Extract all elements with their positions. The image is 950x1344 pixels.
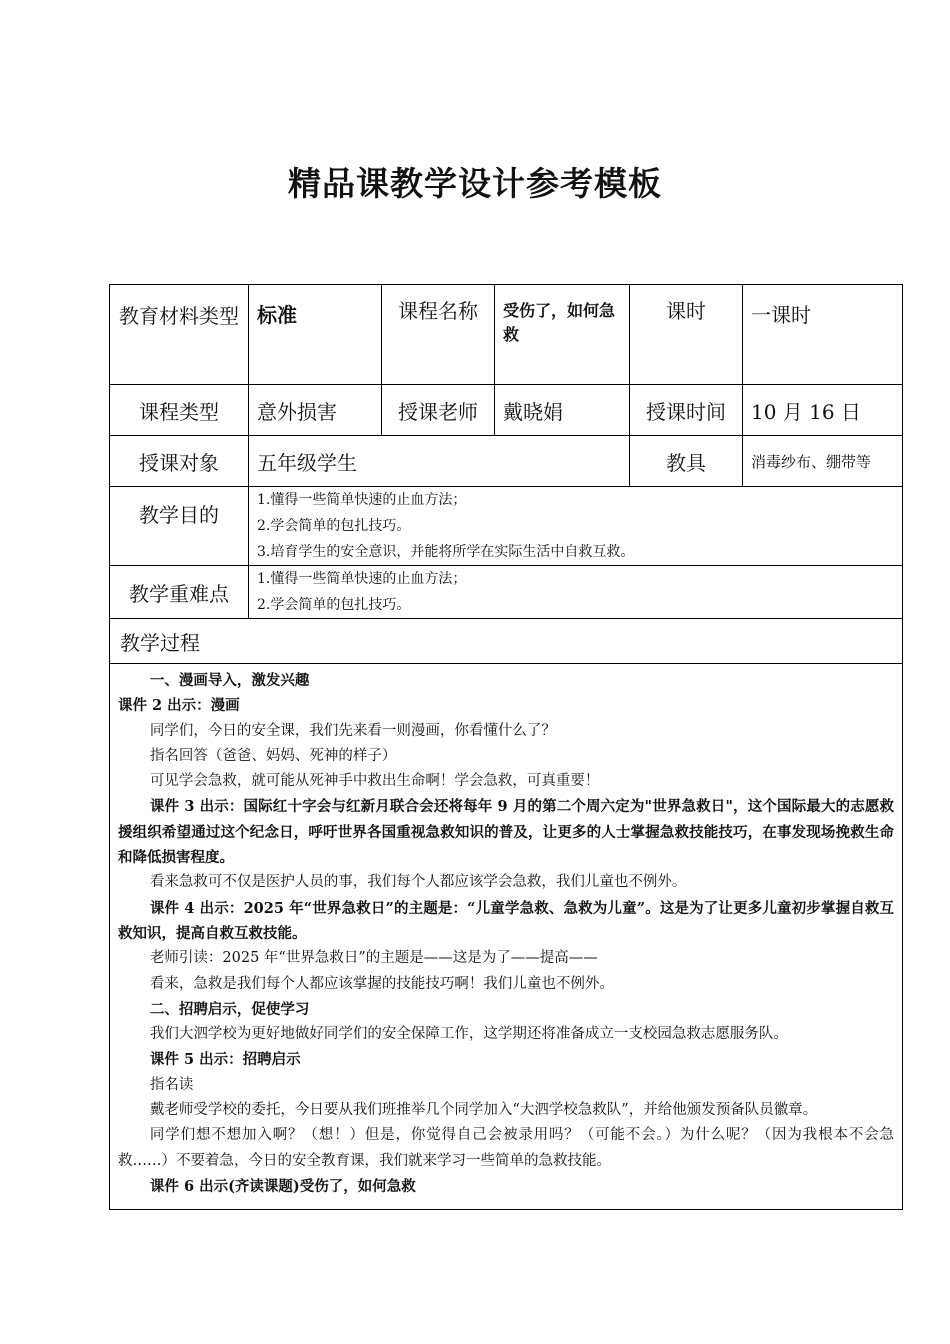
- course-type-label: 课程类型: [110, 385, 249, 436]
- courseware-note: 课件 6 出示(齐读课题)受伤了，如何急救: [149, 1177, 416, 1195]
- paragraph: 我们大泗学校为更好地做好同学们的安全保障工作，这学期还将准备成立一支校园急救志愿服务队。: [149, 1026, 788, 1043]
- courseware-note: 课件 4 出示：2025 年“世界急救日”的主题是：“儿童学急救、急救为儿童”。这是为了让更多儿童初步掌握自救互救知识，提高自救互救技能。: [118, 899, 894, 942]
- tools-value: 消毒纱布、绷带等: [743, 436, 903, 487]
- key-points-label: 教学重难点: [110, 566, 249, 619]
- time-value: 10 月 16 日: [743, 385, 903, 436]
- list-item: 3.培育学生的安全意识，并能将所学在实际生活中自救互救。: [257, 544, 635, 560]
- list-item: 2.学会简单的包扎技巧。: [257, 597, 411, 613]
- audience-label: 授课对象: [110, 436, 249, 487]
- material-type-value: 标准: [249, 285, 382, 385]
- table-row: [110, 487, 903, 566]
- section-heading: 一、漫画导入，激发兴趣: [149, 672, 310, 689]
- table-row: [110, 619, 903, 664]
- paragraph: 指名读: [149, 1076, 194, 1093]
- material-type-label: 教育材料类型: [110, 285, 249, 385]
- list-item: 1.懂得一些简单快速的止血方法；: [257, 571, 467, 587]
- goals-label: 教学目的: [110, 487, 249, 566]
- page-title: 精品课教学设计参考模板: [288, 164, 662, 203]
- list-item: 1.懂得一些简单快速的止血方法；: [257, 492, 467, 508]
- teacher-label: 授课老师: [382, 385, 495, 436]
- table-row: [110, 385, 903, 436]
- audience-value: 五年级学生: [249, 436, 630, 487]
- time-label: 授课时间: [630, 385, 743, 436]
- course-name-value: 受伤了，如何急救: [495, 285, 630, 385]
- goals-list: [249, 487, 903, 566]
- lesson-plan-table: [109, 284, 903, 1210]
- courseware-note: 课件 3 出示：国际红十字会与红新月联合会还将每年 9 月的第二个周六定为"世界急救日"，这个国际最大的志愿救援组织希望通过这个纪念日，呼吁世界各国重视急救知识的普及，让更多的人士掌握急救技能技巧，在事发现场挽救生命和降低损害程度。: [118, 798, 894, 867]
- courseware-note: 课件 2 出示：漫画: [118, 697, 240, 715]
- course-type-value: 意外损害: [249, 385, 382, 436]
- tools-label: 教具: [630, 436, 743, 487]
- paragraph: 看来，急救是我们每个人都应该掌握的技能技巧啊！我们儿童也不例外。: [149, 975, 614, 992]
- paragraph: 同学们想不想加入啊？（想！）但是，你觉得自己会被录用吗？（可能不会。）为什么呢？（因为我根本不会急救……）不要着急，今日的安全教育课，我们就来学习一些简单的急救技能。: [118, 1127, 894, 1169]
- course-name-label: 课程名称: [382, 285, 495, 385]
- section-heading: 二、招聘启示，促使学习: [149, 1000, 310, 1018]
- paragraph: 指名回答（爸爸、妈妈、死神的样子）: [149, 747, 397, 764]
- table-row: [110, 664, 903, 1210]
- key-points-list: [249, 566, 903, 619]
- period-value: 一课时: [743, 285, 903, 385]
- process-content: [110, 664, 903, 1210]
- table-row: [110, 566, 903, 619]
- paragraph: 戴老师受学校的委托，今日要从我们班推举几个同学加入“大泗学校急救队”，并给他颁发预备队员徽章。: [149, 1102, 818, 1119]
- courseware-note: 课件 5 出示：招聘启示: [149, 1051, 301, 1069]
- process-label: 教学过程: [110, 619, 903, 664]
- paragraph: 老师引读：2025 年“世界急救日”的主题是——这是为了——提高——: [149, 950, 598, 967]
- teacher-value: 戴晓娟: [495, 385, 630, 436]
- paragraph: 同学们，今日的安全课，我们先来看一则漫画，你看懂什么了？: [149, 722, 556, 739]
- paragraph: 看来急救可不仅是医护人员的事，我们每个人都应该学会急救，我们儿童也不例外。: [149, 874, 687, 891]
- table-row: [110, 436, 903, 487]
- list-item: 2.学会简单的包扎技巧。: [257, 518, 411, 534]
- table-row: [110, 285, 903, 385]
- paragraph: 可见学会急救，就可能从死神手中救出生命啊！学会急救，可真重要！: [149, 773, 600, 790]
- period-label: 课时: [630, 285, 743, 385]
